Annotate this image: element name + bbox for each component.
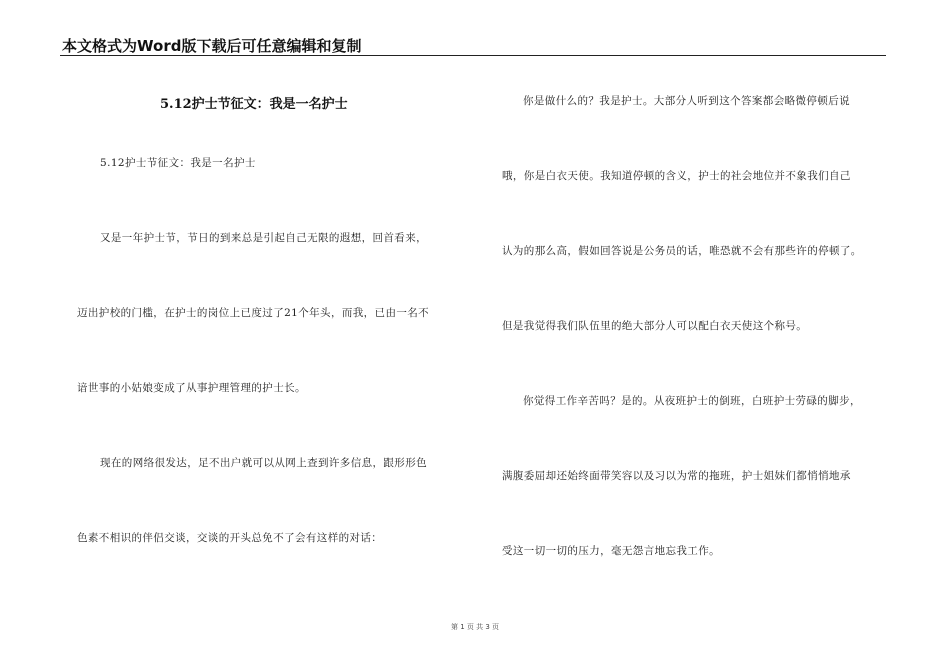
document-title: 5.12护士节征文：我是一名护士 bbox=[160, 97, 348, 112]
paragraph-line: 现在的网络很发达，足不出户就可以从网上查到许多信息，跟形形色 bbox=[100, 457, 427, 469]
paragraph-line: 认为的那么高，假如回答说是公务员的话，唯恐就不会有那些许的停顿了。 bbox=[502, 245, 862, 257]
paragraph-line: 色素不相识的伴侣交谈，交谈的开头总免不了会有这样的对话： bbox=[77, 532, 383, 544]
right-column bbox=[480, 0, 950, 672]
paragraph-line: 谙世事的小姑娘变成了从事护理管理的护士长。 bbox=[77, 382, 306, 394]
paragraph-line: 哦，你是白衣天使。我知道停顿的含义，护士的社会地位并不象我们自己 bbox=[502, 170, 851, 182]
paragraph-line: 又是一年护士节，节日的到来总是引起自己无限的遐想，回首看来， bbox=[100, 232, 427, 244]
paragraph-line: 你是做什么的？我是护士。大部分人听到这个答案都会略微停顿后说 bbox=[523, 95, 850, 107]
paragraph-line: 受这一切一切的压力，毫无怨言地忘我工作。 bbox=[502, 545, 720, 557]
page-indicator: 第 1 页 共 3 页 bbox=[450, 623, 500, 631]
document-header-banner: 本文格式为Word版下载后可任意编辑和复制 bbox=[62, 37, 362, 55]
paragraph-line: 但是我觉得我们队伍里的绝大部分人可以配白衣天使这个称号。 bbox=[502, 320, 808, 332]
paragraph-line: 5.12护士节征文：我是一名护士 bbox=[100, 157, 256, 169]
paragraph-line: 你觉得工作辛苦吗？是的。从夜班护士的倒班，白班护士劳碌的脚步， bbox=[523, 395, 861, 407]
paragraph-line: 迈出护校的门槛，在护士的岗位上已度过了21个年头，而我，已由一名不 bbox=[77, 307, 430, 319]
paragraph-line: 满腹委屈却还始终面带笑容以及习以为常的拖班，护士姐妹们都悄悄地承 bbox=[502, 470, 851, 482]
